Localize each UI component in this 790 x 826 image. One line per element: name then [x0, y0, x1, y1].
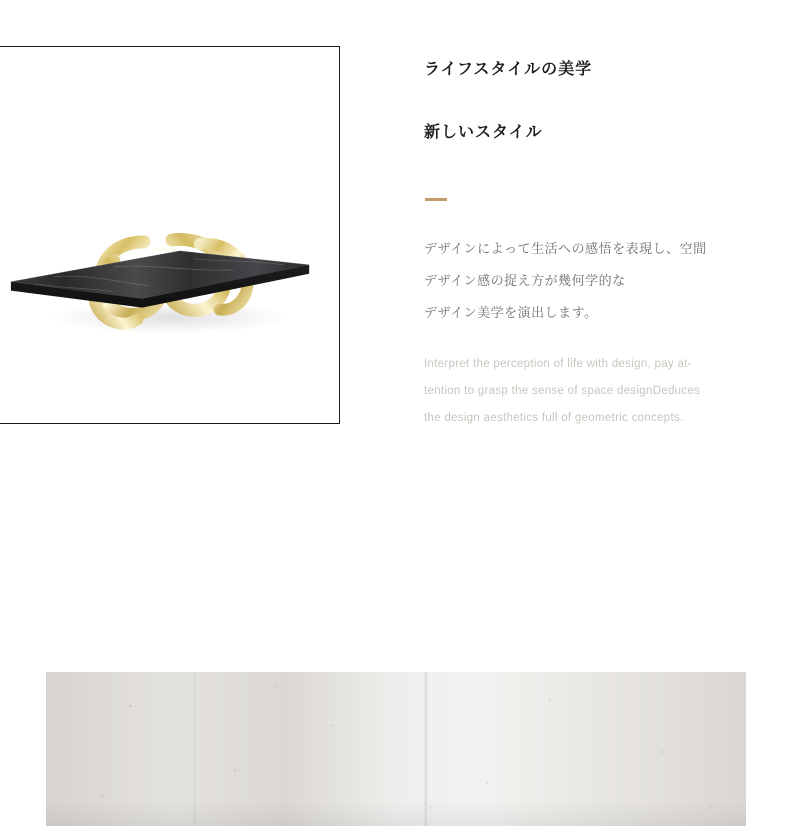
body-en-line-3: the design aesthetics full of geometric concepts. — [424, 411, 684, 424]
scene-bottom-shadow — [46, 800, 746, 826]
dining-table-image — [0, 47, 339, 423]
copy-block — [424, 60, 734, 432]
headline: ライフスタイルの美学 — [424, 61, 593, 78]
body-text-english — [424, 351, 734, 432]
body-en-line-2: tention to grasp the sense of space designDeduces — [424, 384, 701, 397]
subheadline: 新しいスタイル — [424, 124, 543, 142]
accent-divider — [425, 198, 447, 201]
body-en-line-1: Interpret the perception of life with design, pay at- — [424, 357, 692, 370]
body-text-japanese — [424, 233, 734, 329]
product-image-frame — [0, 46, 340, 424]
body-jp-line-3: デザイン美学を演出します。 — [424, 305, 598, 321]
interior-scene-image — [46, 672, 746, 826]
body-jp-line-1: デザインによって生活への感悟を表現し、空間 — [424, 241, 707, 257]
body-jp-line-2: デザイン感の捉え方が幾何学的な — [424, 273, 626, 289]
